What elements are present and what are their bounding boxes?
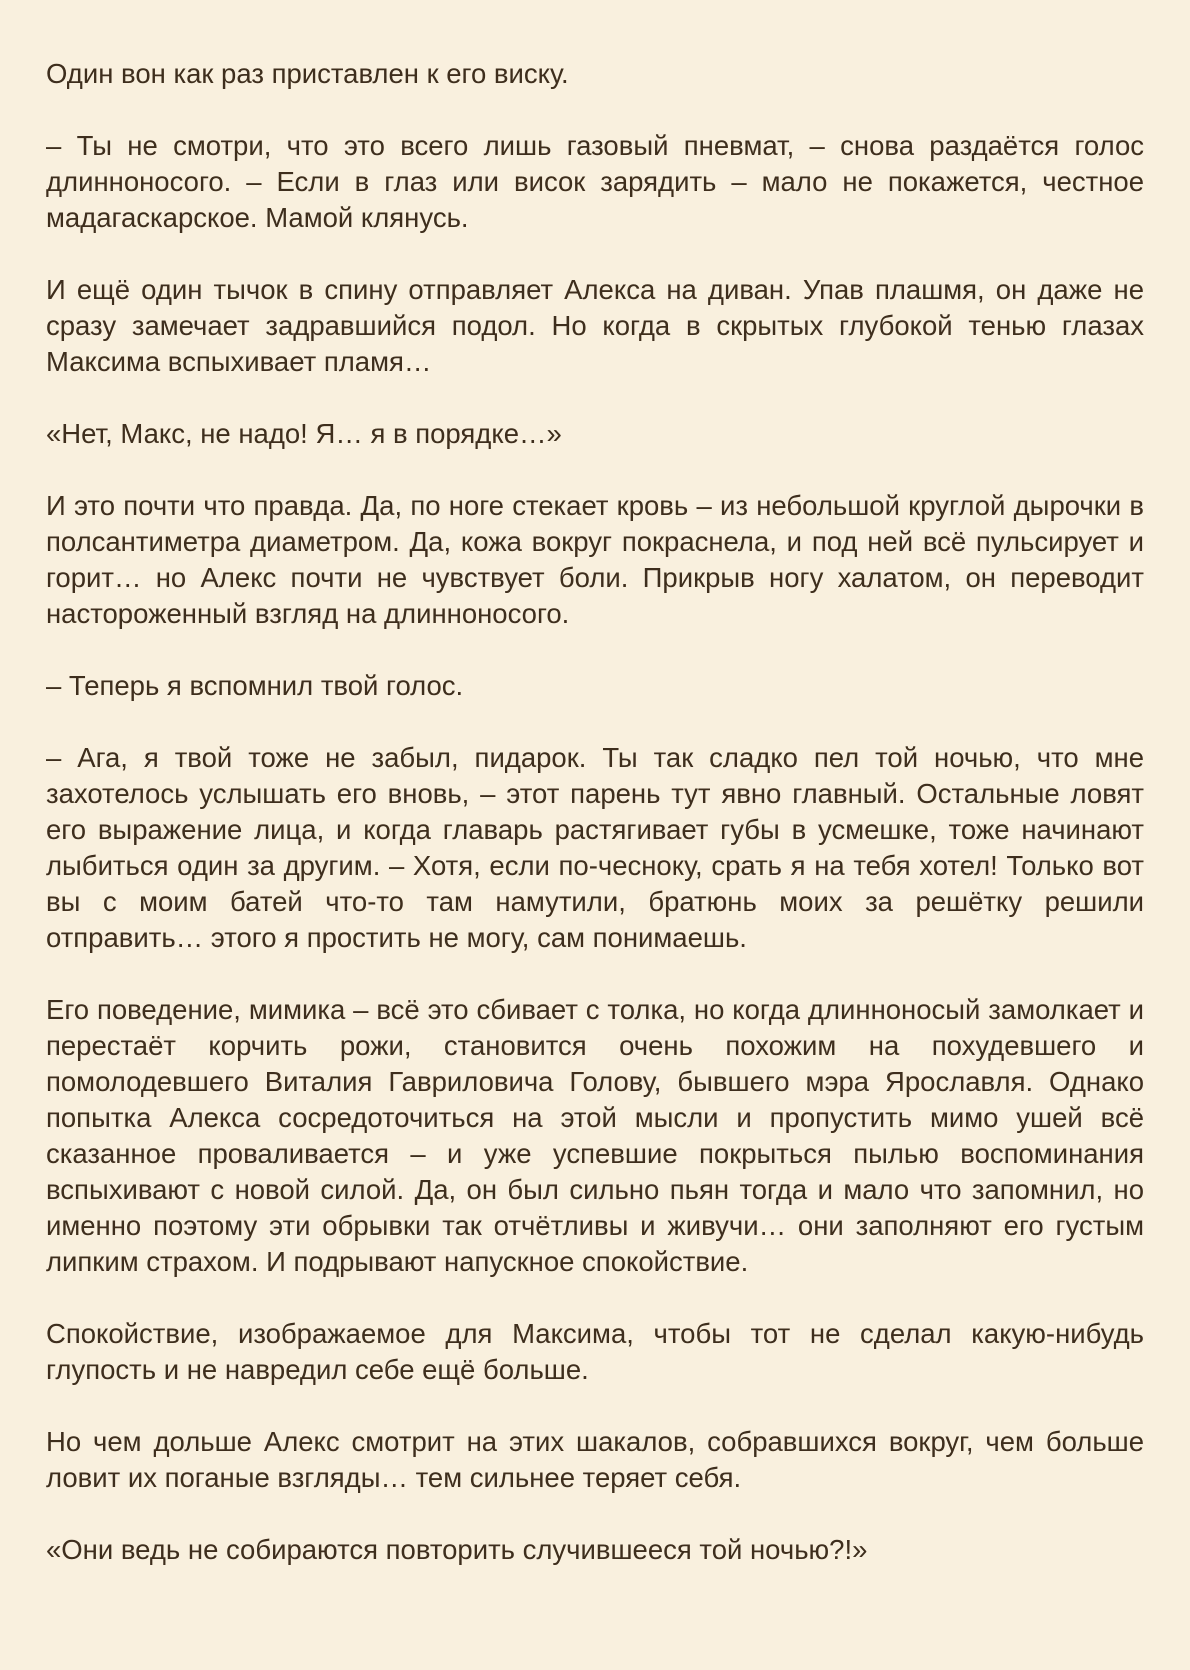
- paragraph: «Нет, Макс, не надо! Я… я в порядке…»: [46, 418, 562, 449]
- paragraph: Один вон как раз приставлен к его виску.: [46, 58, 569, 89]
- paragraph: – Ты не смотри, что это всего лишь газовый пневмат, – снова раздаётся голос длинноносого. – Если в глаз или висок зарядить – мало не покажется, честное мадагаскарское. Мамой клянусь.: [46, 130, 1144, 233]
- paragraph: Его поведение, мимика – всё это сбивает с толка, но когда длинноносый замолкает и перестаёт корчить рожи, становится очень похожим на похудевшего и помолодевшего Виталия Гавриловича Голову, бывшего мэра Ярославля. Однако попытка Алекса сосредоточиться на этой мысли и пропустить мимо ушей всё сказанное проваливается – и уже успевшие покрыться пылью воспоминания вспыхивают с новой силой. Да, он был сильно пьян тогда и мало что запомнил, но именно поэтому эти обрывки так отчётливы и живучи… они заполняют его густым липким страхом. И подрывают напускное спокойствие.: [46, 994, 1144, 1277]
- paragraph: И это почти что правда. Да, по ноге стекает кровь – из небольшой круглой дырочки в полсантиметра диаметром. Да, кожа вокруг покраснела, и под ней всё пульсирует и горит… но Алекс почти не чувствует боли. Прикрыв ногу халатом, он переводит настороженный взгляд на длинноносого.: [46, 490, 1144, 629]
- paragraph: Спокойствие, изображаемое для Максима, чтобы тот не сделал какую-нибудь глупость и не навредил себе ещё больше.: [46, 1318, 1144, 1385]
- paragraph: – Ага, я твой тоже не забыл, пидарок. Ты так сладко пел той ночью, что мне захотелось услышать его вновь, – этот парень тут явно главный. Остальные ловят его выражение лица, и когда главарь растягивает губы в усмешке, тоже начинают лыбиться один за другим. – Хотя, если по-чесноку, срать я на тебя хотел! Только вот вы с моим батей что-то там намутили, братюнь моих за решётку решили отправить… этого я простить не могу, сам понимаешь.: [46, 742, 1144, 953]
- paragraph: – Теперь я вспомнил твой голос.: [46, 670, 464, 701]
- paragraph: И ещё один тычок в спину отправляет Алекса на диван. Упав плашмя, он даже не сразу замечает задравшийся подол. Но когда в скрытых глубокой тенью глазах Максима вспыхивает пламя…: [46, 274, 1144, 377]
- paragraph: Но чем дольше Алекс смотрит на этих шакалов, собравшихся вокруг, чем больше ловит их поганые взгляды… тем сильнее теряет себя.: [46, 1426, 1144, 1493]
- paragraph: «Они ведь не собираются повторить случившееся той ночью?!»: [46, 1534, 868, 1565]
